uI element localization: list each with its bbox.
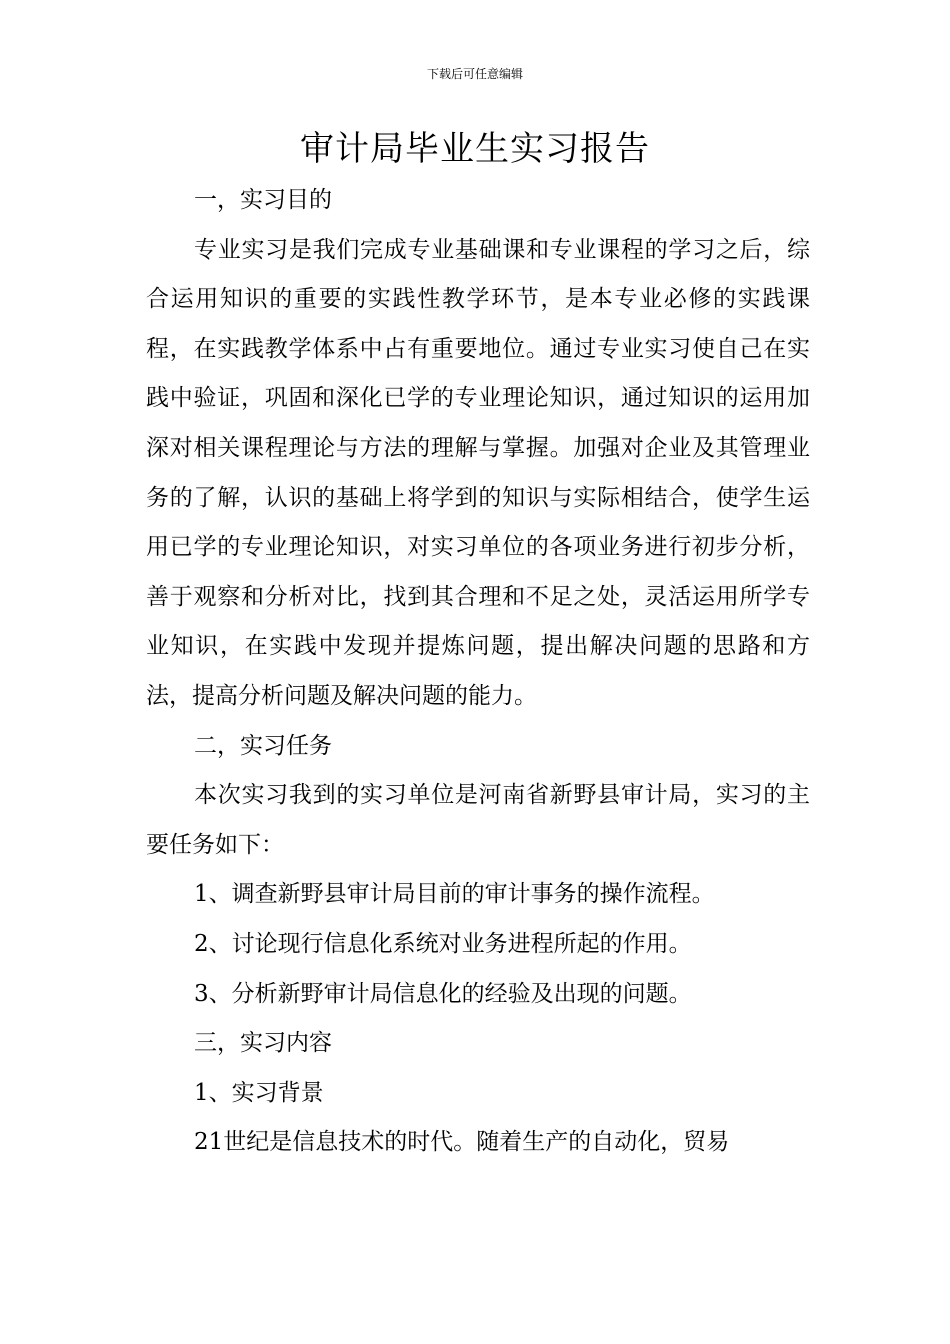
task-item-3: 3、分析新野审计局信息化的经验及出现的问题。 — [194, 980, 692, 1007]
section-heading-content: 三，实习内容 — [194, 1030, 332, 1057]
task-item-2: 2、讨论现行信息化系统对业务进程所起的作用。 — [194, 930, 692, 957]
task-item-1: 1、调查新野县审计局目前的审计事务的操作流程。 — [194, 881, 715, 908]
document-body — [146, 176, 810, 1168]
paragraph-background: 21世纪是信息技术的时代。随着生产的自动化，贸易 — [194, 1129, 730, 1156]
document-title: 审计局毕业生实习报告 — [300, 129, 650, 169]
section-heading-purpose: 一，实习目的 — [194, 187, 332, 213]
section-heading-tasks: 二，实习任务 — [194, 732, 332, 759]
subsection-heading-background: 1、实习背景 — [194, 1079, 324, 1106]
paragraph-purpose: 专业实习是我们完成专业基础课和专业课程的学习之后，综合运用知识的重要的实践性教学环节，是本专业必修的实践课程，在实践教学体系中占有重要地位。通过专业实习使自己在实践中验证，巩固和深化已学的专业理论知识，通过知识的运用加深对相关课程理论与方法的理解与掌握。加强对企业及其管理业务的了解，认识的基础上将学到的知识与实际相结合，使学生运用已学的专业理论知识，对实习单位的各项业务进行初步分析，善于观察和分析对比，找到其合理和不足之处，灵活运用所学专业知识，在实践中发现并提炼问题，提出解决问题的思路和方法，提高分析问题及解决问题的能力。 — [146, 236, 810, 709]
paragraph-tasks-intro: 本次实习我到的实习单位是河南省新野县审计局，实习的主要任务如下： — [146, 782, 810, 858]
header-note: 下载后可任意编辑 — [426, 67, 523, 81]
